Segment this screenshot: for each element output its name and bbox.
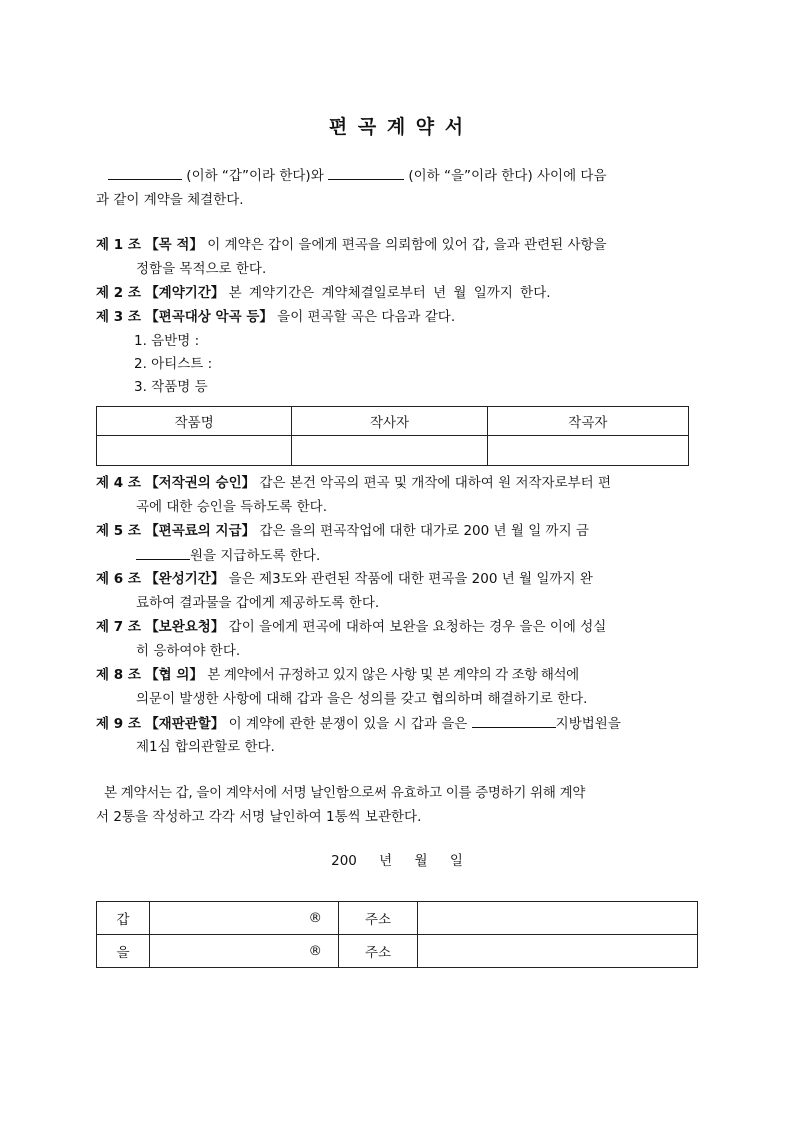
article-8-number: 제 8 조 (96, 667, 141, 683)
article-4-text: 갑은 본건 악곡의 편곡 및 개작에 대하여 원 저작자로부터 편 (259, 475, 612, 491)
article-3-text: 을이 편곡할 곡은 다음과 같다. (277, 309, 456, 325)
works-cell-title[interactable] (97, 436, 292, 466)
article-3-item-2: 2. 아티스트 : (134, 356, 213, 372)
article-9-text-cont: 제1심 합의관할로 한다. (136, 739, 275, 755)
works-header-lyricist: 작사자 (292, 407, 487, 436)
article-6 (96, 568, 700, 591)
article-9-text-tail: 지방법원을 (555, 716, 621, 732)
article-7-heading: 【보완요청】 (145, 619, 225, 635)
article-3-number: 제 3 조 (96, 309, 141, 325)
party-a-label: 갑 (97, 902, 150, 935)
works-table-header-row (97, 407, 689, 436)
article-5-text-cont (136, 544, 700, 568)
article-3 (96, 306, 700, 329)
intro-part-1: (이하 “갑”이라 한다)와 (186, 168, 324, 184)
signature-table (96, 901, 698, 968)
signature-row-b (97, 935, 698, 968)
article-3-heading: 【편곡대상 악곡 등】 (145, 309, 273, 325)
article-8-text-cont: 의문이 발생한 사항에 대해 갑과 을은 성의를 갖고 협의하며 해결하기로 한다. (136, 691, 588, 707)
article-9-number: 제 9 조 (96, 716, 141, 732)
article-5-number: 제 5 조 (96, 523, 141, 539)
article-5-heading: 【편곡료의 지급】 (145, 523, 256, 539)
party-b-address-label: 주소 (339, 935, 418, 968)
document-title: 편 곡 계 약 서 (328, 116, 466, 138)
article-6-number: 제 6 조 (96, 571, 141, 587)
works-table-row (97, 436, 689, 466)
party-b-name-blank[interactable] (328, 164, 404, 180)
party-b-address-field[interactable] (418, 935, 698, 968)
article-9 (96, 712, 700, 736)
article-7-text-cont: 히 응하여야 한다. (136, 643, 241, 659)
works-header-composer: 작곡자 (487, 407, 688, 436)
article-2-text: 본 계약기간은 계약체결일로부터 년 월 일까지 한다. (228, 285, 551, 301)
article-5 (96, 520, 700, 543)
article-1 (96, 234, 700, 257)
article-1-text: 이 계약은 갑이 을에게 편곡을 의뢰함에 있어 갑, 을과 관련된 사항을 (207, 237, 607, 253)
article-3-item-3: 3. 작품명 등 (134, 379, 208, 395)
works-header-title: 작품명 (97, 407, 292, 436)
party-a-address-field[interactable] (418, 902, 698, 935)
article-1-heading: 【목 적】 (145, 237, 203, 253)
article-4 (96, 472, 700, 495)
closing-line-1: 본 계약서는 갑, 을이 계약서에 서명 날인함으로써 유효하고 이를 증명하기 위해 계약 (104, 785, 586, 801)
works-cell-lyricist[interactable] (292, 436, 487, 466)
party-a-address-label: 주소 (339, 902, 418, 935)
article-2-heading: 【계약기간】 (145, 285, 225, 301)
article-8 (96, 664, 700, 687)
article-9-text: 이 계약에 관한 분쟁이 있을 시 갑과 을은 (228, 716, 468, 732)
article-8-heading: 【협 의】 (145, 667, 203, 683)
article-7-text: 갑이 을에게 편곡에 대하여 보완을 요청하는 경우 을은 이에 성실 (228, 619, 607, 635)
party-a-seal[interactable]: ® (150, 902, 339, 935)
article-1-text-cont: 정함을 목적으로 한다. (136, 261, 267, 277)
signature-row-a (97, 902, 698, 935)
works-table (96, 406, 689, 466)
article-7-number: 제 7 조 (96, 619, 141, 635)
article-6-heading: 【완성기간】 (145, 571, 225, 587)
article-4-number: 제 4 조 (96, 475, 141, 491)
party-a-name-blank[interactable] (108, 164, 182, 180)
intro-line-1 (96, 164, 700, 188)
article-5-text: 갑은 을의 편곡작업에 대한 대가로 200 년 월 일 까지 금 (259, 523, 589, 539)
article-7 (96, 616, 700, 639)
article-2 (96, 282, 700, 305)
article-6-text-cont: 료하여 결과물을 갑에게 제공하도록 한다. (136, 595, 380, 611)
fee-amount-blank[interactable] (136, 544, 190, 560)
article-4-text-cont: 곡에 대한 승인을 득하도록 한다. (136, 499, 327, 515)
article-3-item-1: 1. 음반명 : (134, 333, 200, 349)
intro-line-2: 과 같이 계약을 체결한다. (96, 192, 244, 208)
works-cell-composer[interactable] (487, 436, 688, 466)
party-b-seal[interactable]: ® (150, 935, 339, 968)
court-name-blank[interactable] (472, 712, 556, 728)
signing-date: 200 년 월 일 (331, 853, 463, 869)
article-8-text: 본 계약에서 규정하고 있지 않은 사항 및 본 계약의 각 조항 해석에 (207, 667, 579, 683)
article-2-number: 제 2 조 (96, 285, 141, 301)
closing-line-2: 서 2통을 작성하고 각각 서명 날인하여 1통씩 보관한다. (96, 809, 422, 825)
intro-part-2: (이하 “을”이라 한다) 사이에 다음 (408, 168, 607, 184)
article-9-heading: 【재판관할】 (145, 716, 225, 732)
article-4-heading: 【저작권의 승인】 (145, 475, 256, 491)
article-1-number: 제 1 조 (96, 237, 141, 253)
article-5-text-tail: 원을 지급하도록 한다. (190, 548, 321, 564)
article-6-text: 을은 제3도와 관련된 작품에 대한 편곡을 200 년 월 일까지 완 (228, 571, 593, 587)
party-b-label: 을 (97, 935, 150, 968)
